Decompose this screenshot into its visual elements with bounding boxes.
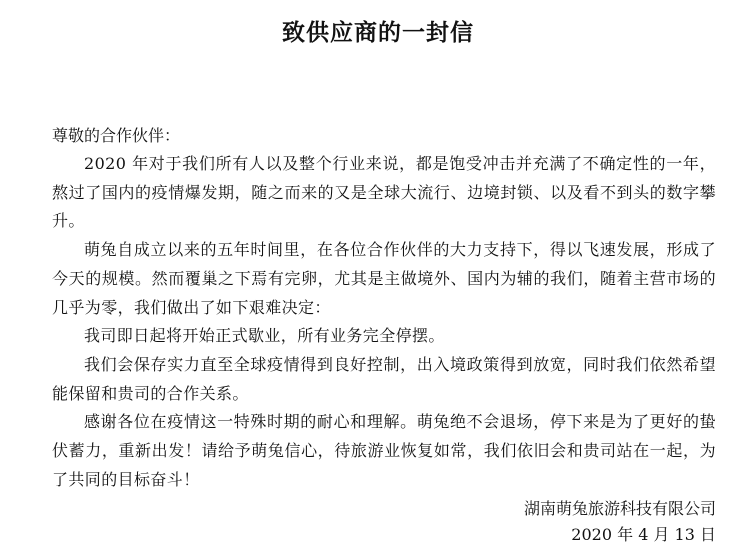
letter-signature [524,496,716,548]
letter-body [52,150,716,494]
paragraph-closure-decision: 我司即日起将开始正式歇业，所有业务完全停摆。 [84,326,445,346]
letter-title: 致供应商的一封信 [282,20,474,46]
letter-greeting: 尊敬的合作伙伴： [52,126,181,145]
paragraph-company-history: 萌兔自成立以来的五年时间里，在各位合作伙伴的大力支持下，得以飞速发展，形成了今天的规模。然而覆巢之下焉有完卵，尤其是主做境外、国内为辅的我们，随着主营市场的几乎为零，我们做出了如下艰难决定： [52,240,716,317]
signature-company: 湖南萌兔旅游科技有限公司 [523,499,716,518]
signature-date: 2020 年 4 月 13 日 [571,525,716,544]
paragraph-year-summary: 2020 年对于我们所有人以及整个行业来说，都是饱受冲击并充满了不确定性的一年，熬过了国内的疫情爆发期，随之而来的又是全球大流行、边境封锁、以及看不到头的数字攀升。 [52,154,716,231]
paragraph-thanks: 感谢各位在疫情这一特殊时期的耐心和理解。萌兔绝不会退场，停下来是为了更好的蛰伏蓄力，重新出发！请给予萌兔信心，待旅游业恢复如常，我们依旧会和贵司站在一起，为了共同的目标奋斗！ [52,412,716,489]
paragraph-future-cooperation: 我们会保存实力直至全球疫情得到良好控制，出入境政策得到放宽，同时我们依然希望能保留和贵司的合作关系。 [52,354,716,403]
